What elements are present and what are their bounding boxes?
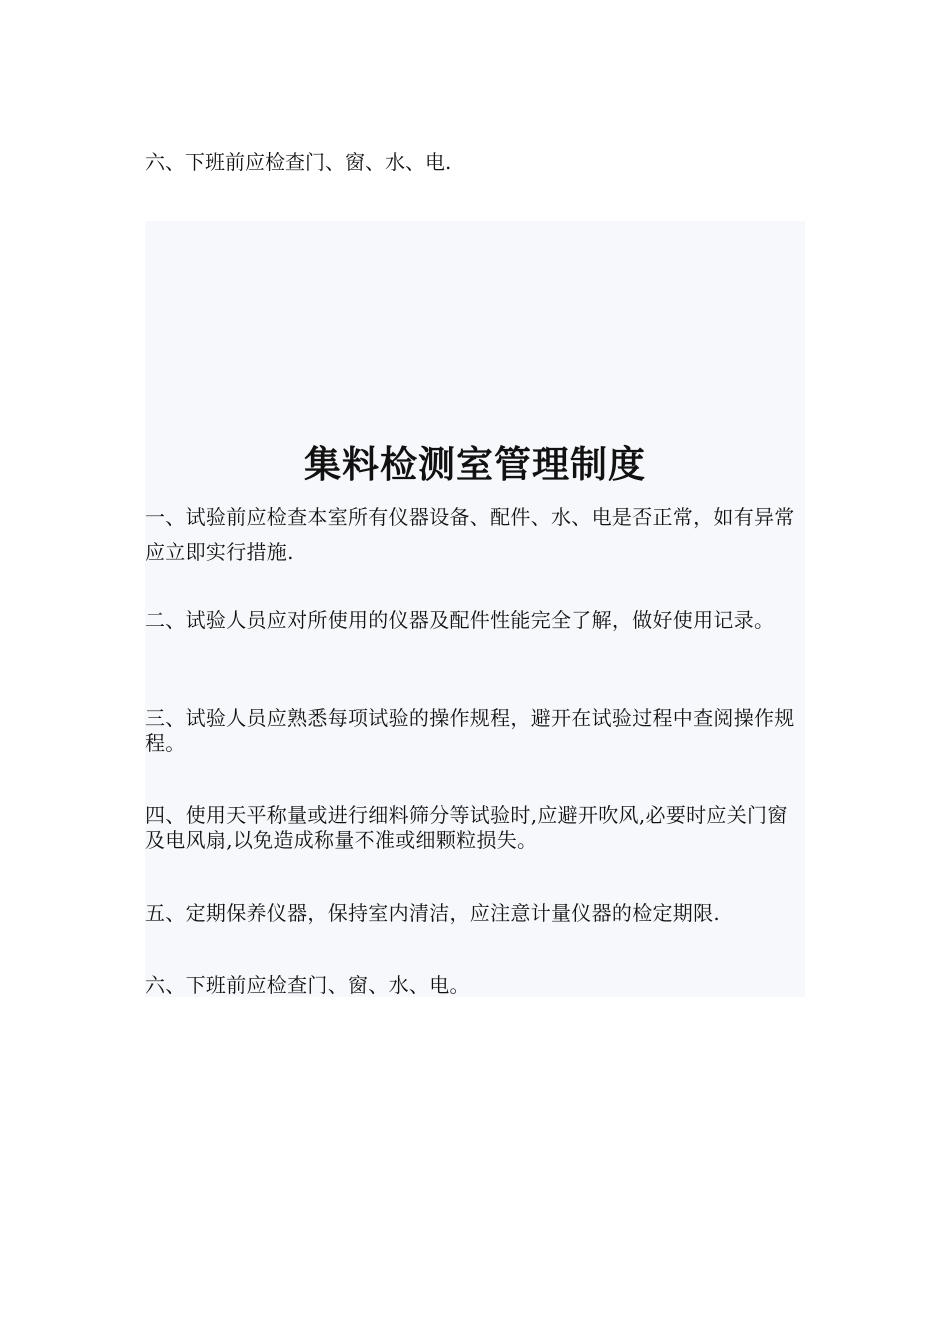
rule-item-1: 一、试验前应检查本室所有仪器设备、配件、水、电是否正常，如有异常应立即实行措施. — [145, 505, 795, 564]
management-rules-section — [145, 221, 805, 997]
rule-item-2: 二、试验人员应对所使用的仪器及配件性能完全了解，做好使用记录。 — [145, 608, 775, 632]
rule-item-3: 三、试验人员应熟悉每项试验的操作规程，避开在试验过程中查阅操作规程。 — [145, 706, 795, 755]
document-title: 集料检测室管理制度 — [304, 442, 646, 486]
previous-page-last-line: 六、下班前应检查门、窗、水、电. — [145, 150, 452, 174]
rule-item-6: 六、下班前应检查门、窗、水、电。 — [145, 973, 470, 997]
rule-item-4: 四、使用天平称量或进行细料筛分等试验时,应避开吹风,必要时应关门窗及电风扇,以免造成称量不准或细颗粒损失。 — [145, 803, 788, 852]
rule-item-5: 五、定期保养仪器，保持室内清洁，应注意计量仪器的检定期限. — [145, 901, 721, 925]
